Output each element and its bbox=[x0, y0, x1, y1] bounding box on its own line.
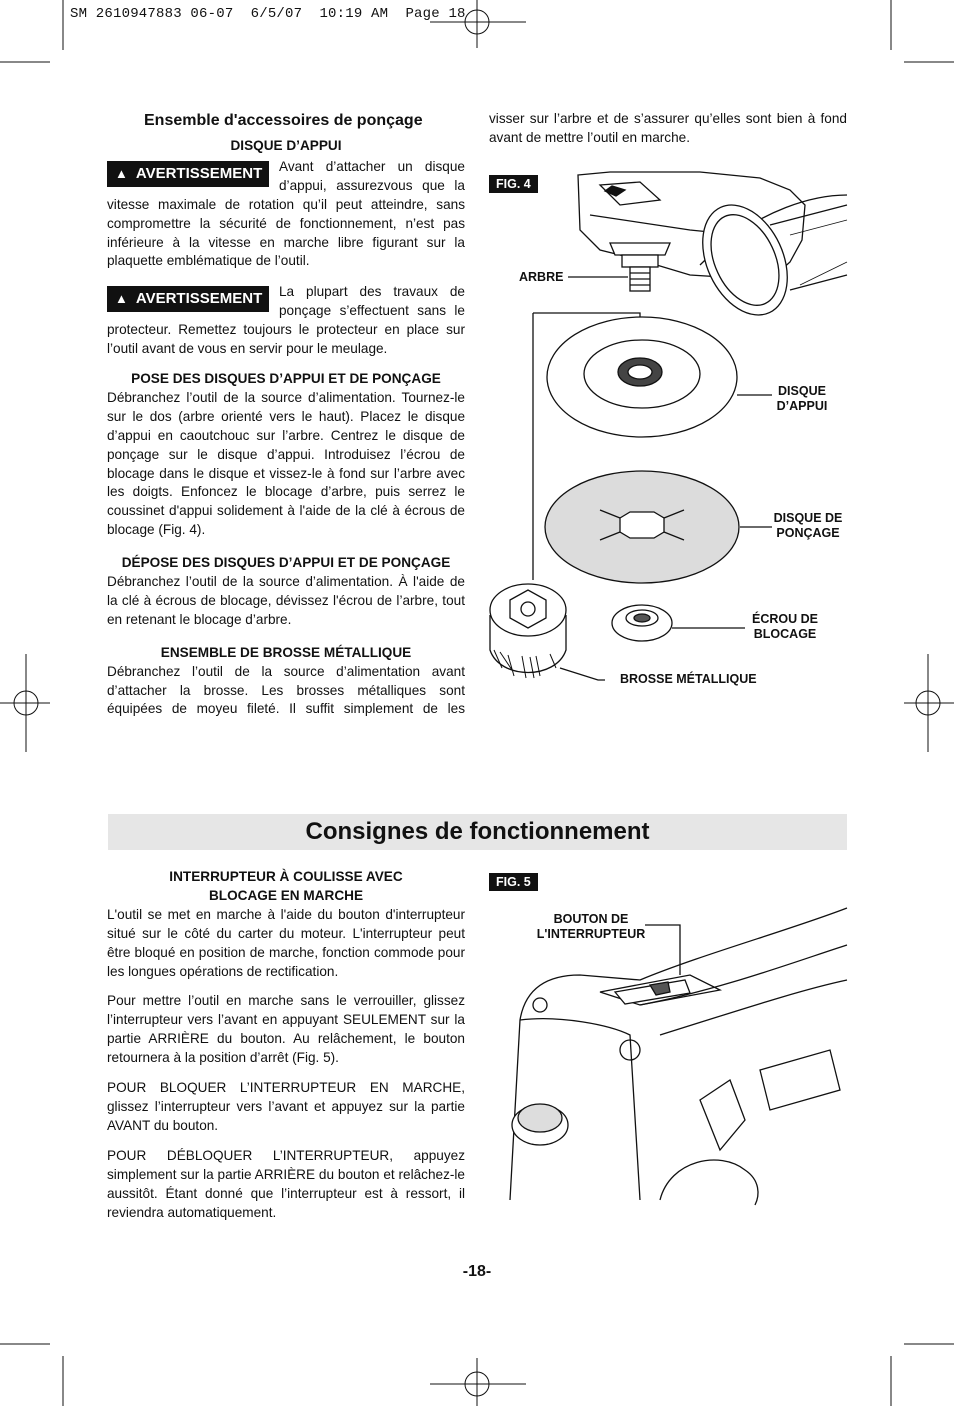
operation-para-2: Pour mettre l’outil en marche sans le verrouiller, glissez l’interrupteur vers l’avant en appuyant SEULEMENT sur la partie ARRIÈRE du bouton. Au relâchement, le bouton retournera à la position d’arrêt (Fig. 5). bbox=[107, 993, 465, 1066]
section-banner: Consignes de fonctionnement bbox=[108, 814, 847, 850]
depose-heading: DÉPOSE DES DISQUES D’APPUI ET DE PONÇAGE bbox=[121, 555, 451, 571]
fig4-tag: FIG. 4 bbox=[489, 175, 538, 193]
warning-label: AVERTISSEMENT bbox=[135, 290, 263, 308]
brosse-heading: ENSEMBLE DE BROSSE MÉTALLIQUE bbox=[160, 644, 412, 660]
label-disque-appui: DISQUE D’APPUI bbox=[776, 384, 828, 413]
label-disque-poncage: DISQUE DE PONÇAGE bbox=[773, 511, 843, 540]
section-title: Ensemble d'accessoires de ponçage bbox=[144, 112, 423, 129]
label-ecrou: ÉCROU DE BLOCAGE bbox=[752, 612, 818, 641]
label-brosse: BROSSE MÉTALLIQUE bbox=[620, 672, 757, 686]
fig5-tag: FIG. 5 bbox=[489, 873, 538, 891]
switch-heading-1: INTERRUPTEUR À COULISSE AVEC bbox=[169, 869, 403, 884]
depose-text: Débranchez l’outil de la source d’alimentation. À l'aide de la clé à écrous de blocage, dévissez l'écrou de l’arbre, tout en retenant le blocage d’arbre. bbox=[107, 574, 465, 627]
page-number: -18- bbox=[462, 1263, 492, 1280]
operation-para-4: POUR DÉBLOQUER L’INTERRUPTEUR, appuyez simplement sur la partie ARRIÈRE du bouton et relâchez-le aussitôt. Étant donné que l’interrupteur est à ressort, il reviendra automatiquement. bbox=[107, 1147, 465, 1220]
disque-heading: DISQUE D’APPUI bbox=[230, 138, 342, 153]
operation-para-3: POUR BLOQUER L’INTERRUPTEUR EN MARCHE, glissez l’interrupteur vers l’avant et appuyez sur la partie AVANT du bouton. bbox=[107, 1080, 465, 1133]
label-bouton-interrupteur: BOUTON DE L'INTERRUPTEUR bbox=[536, 912, 646, 941]
operation-para-1: L'outil se met en marche à l'aide du bouton d'interrupteur situé sur le côté du carter du moteur. L'interrupteur peut être bloqué en position de marche, fonction commode pour les longues opérations de rectification. bbox=[107, 906, 465, 979]
pose-text: Débranchez l’outil de la source d’alimentation. Tournez-le sur le dos (arbre orienté vers le haut). Placez le disque d’appui en caoutchouc sur l’arbre. Centrez le disque de ponçage sur le disque d’appui. Introduisez l’écrou de blocage dans le disque et vissez-le à fond sur l’arbre avec les doigts. Enfoncez le blocage d’arbre, puis serrez le coussinet d'appui solidement à l'aide de la clé à écrous de blocage (Fig. 4). bbox=[107, 389, 465, 538]
brosse-text: Débranchez l’outil de la source d’alimentation avant d’attacher la brosse. Les brosses métalliques sont équipées de moyeu fileté. Il suffit simplement de les bbox=[107, 663, 465, 717]
warning-text: Avant d’attacher un disque d’appui, assurezvous que la vitesse maximale de rotation qu’il peut atteindre, sans compromettre la sécurité de fonctionnement, n’est pas inférieure à la vitesse en marche libre figurant sur la plaquette emblématique de l’outil. bbox=[107, 158, 465, 269]
switch-heading-2: BLOCAGE EN MARCHE bbox=[208, 887, 364, 903]
label-arbre: ARBRE bbox=[519, 270, 564, 284]
warning-text: La plupart des travaux de ponçage s’effectuent sans le protecteur. Remettez toujours le protecteur en place sur l’outil avant de vous en servir pour le meulage. bbox=[107, 284, 465, 357]
warning-triangle-icon: ▲ bbox=[115, 291, 128, 307]
warning-label: AVERTISSEMENT bbox=[135, 164, 263, 182]
warning-triangle-icon: ▲ bbox=[115, 165, 128, 181]
pose-heading: POSE DES DISQUES D’APPUI ET DE PONÇAGE bbox=[131, 370, 441, 386]
print-slug: SM 2610947883 06-07 6/5/07 10:19 AM Page 18 bbox=[70, 6, 466, 22]
continuation-text: visser sur l’arbre et de s’assurer qu’elles sont bien à fond avant de mettre l’outil en marche. bbox=[489, 111, 847, 145]
